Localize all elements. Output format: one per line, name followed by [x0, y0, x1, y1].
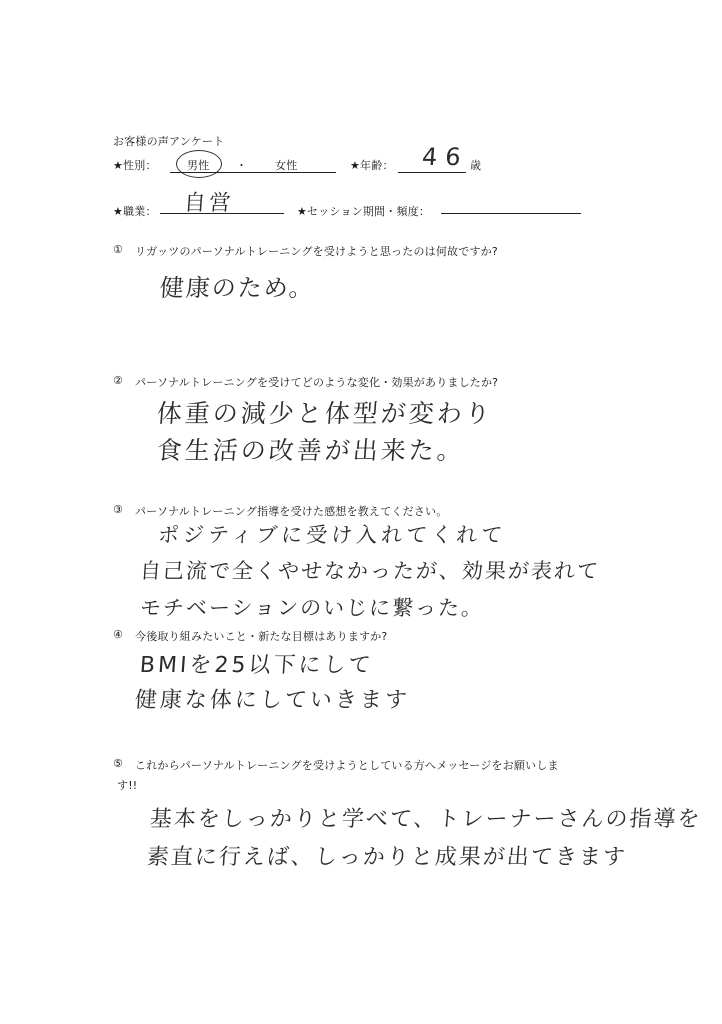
- session-label: ★セッション期間・頻度：: [297, 205, 431, 218]
- job-underline: [160, 213, 284, 214]
- answer-2-line-1: 体重の減少と体型が変わり: [155, 399, 494, 428]
- age-underline: [398, 172, 466, 173]
- answer-3-line-3: モチベーションのいじに繋った。: [139, 596, 485, 620]
- gender-underline: [170, 172, 336, 173]
- question-1-text: リガッツのパーソナルトレーニングを受けようと思ったのは何故ですか?: [135, 245, 498, 258]
- answer-5-line-2: 素直に行えば、しっかりと成果が出てきます: [145, 845, 628, 870]
- question-5-text: これからパーソナルトレーニングを受けようとしている方へメッセージをお願いしま: [135, 759, 559, 772]
- question-5-number: ⑤: [113, 757, 124, 770]
- question-2-text: パーソナルトレーニングを受けてどのような変化・効果がありましたか?: [135, 376, 499, 389]
- gender-female-option: 女性: [275, 159, 298, 172]
- age-value: 46: [421, 143, 470, 171]
- gender-label: ★性別：: [113, 159, 157, 172]
- answer-1-line-1: 健康のため。: [158, 274, 316, 302]
- age-label: ★年齢：: [350, 159, 394, 172]
- job-label: ★職業：: [113, 205, 157, 218]
- answer-4-line-2: 健康な体にしていきます: [133, 688, 411, 713]
- answer-5-line-1: 基本をしっかりと学べて、トレーナーさんの指導を: [148, 807, 703, 832]
- gender-male-option: 男性: [187, 159, 210, 172]
- question-1-number: ①: [113, 243, 124, 256]
- answer-3-line-1: ポジティブに受け入れてくれて: [157, 523, 508, 547]
- age-unit: 歳: [470, 159, 482, 172]
- question-4-number: ④: [113, 628, 124, 641]
- session-underline: [441, 213, 581, 214]
- question-2-number: ②: [113, 374, 124, 387]
- answer-3-line-2: 自己流で全くやせなかったが、効果が表れて: [139, 559, 601, 583]
- question-3-number: ③: [113, 503, 124, 516]
- job-value: 自営: [182, 191, 235, 216]
- answer-4-line-1: BMIを25以下にして: [138, 653, 375, 678]
- question-3-text: パーソナルトレーニング指導を受けた感想を教えてください。: [135, 505, 448, 518]
- answer-2-line-2: 食生活の改善が出来た。: [155, 436, 466, 465]
- gender-separator: ・: [236, 159, 248, 172]
- survey-title: お客様の声アンケート: [113, 135, 225, 148]
- question-5-text-cont: す!!: [117, 779, 138, 792]
- question-4-text: 今後取り組みたいこと・新たな目標はありますか?: [135, 630, 388, 643]
